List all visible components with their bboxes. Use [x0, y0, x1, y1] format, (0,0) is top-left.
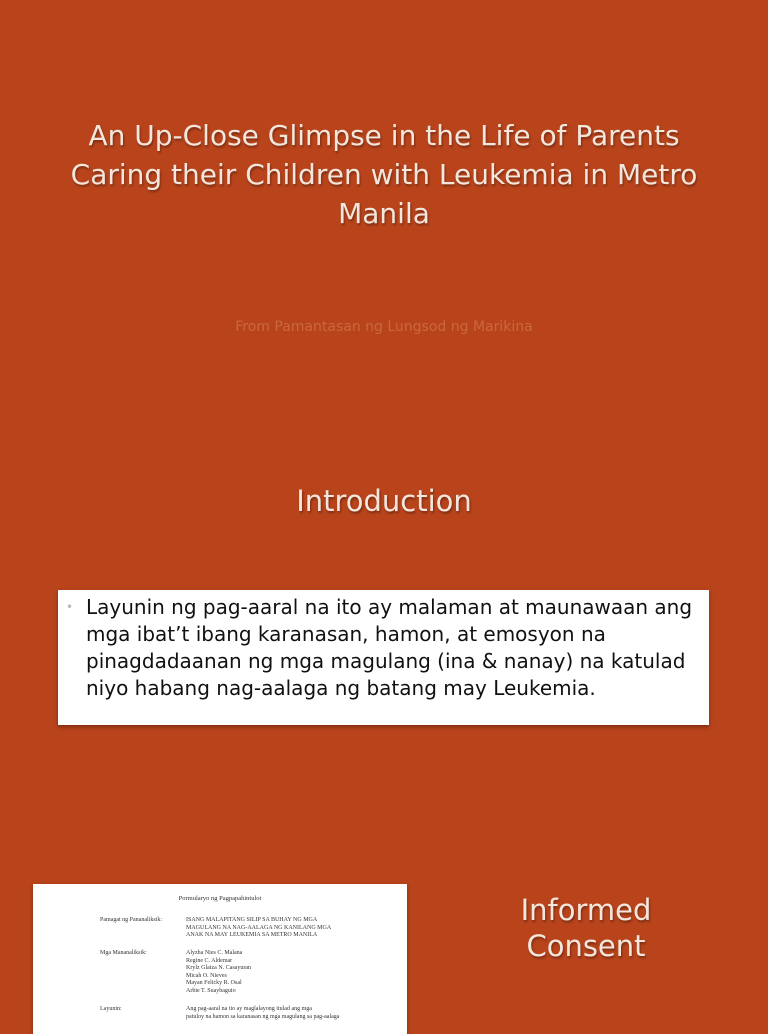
doc-line: Krylz Glaiza N. Casayuran	[186, 965, 251, 972]
intro-heading: Introduction	[296, 484, 472, 518]
doc-line: MAGULANG NA NAG-AALAGA NG KANILANG MGA	[186, 924, 332, 931]
doc-line: ANAK NA MAY LEUKEMIA SA METRO MANILA	[186, 932, 318, 939]
doc-line: Mayan Felicky R. Osal	[186, 980, 242, 987]
doc-line: Ang pag-aaral na ito ay maglalayong itulad ang mga	[186, 1006, 312, 1012]
slide-subtitle: From Pamantasan ng Lungsod ng Marikina	[235, 319, 533, 335]
doc-line: ISANG MALAPITANG SILIP SA BUHAY NG MGA	[186, 917, 318, 923]
intro-content-box	[58, 590, 709, 725]
consent-document-image	[33, 884, 407, 1034]
bullet-item	[66, 594, 699, 702]
doc-field-value	[186, 1006, 400, 1021]
doc-field-title	[100, 917, 400, 940]
bullet-text: Layunin ng pag-aaral na ito ay malaman at maunawaan ang mga ibat’t ibang karanasan, hamon, at emosyon na pinagdadaanan ng mga magulang (ina & nanay) na katulad niyo habang nag-aalaga ng batang may Leukemia.	[86, 595, 693, 700]
bullet-icon: •	[66, 600, 74, 614]
doc-field-value	[186, 917, 400, 940]
doc-field-objective	[100, 1006, 400, 1021]
doc-line: Arbie T. Suaybaguio	[186, 987, 236, 994]
doc-field-label: Layunin:	[100, 1006, 122, 1012]
doc-line: patuloy na hamon sa karanasan ng mga magulang sa pag-aalaga	[186, 1013, 340, 1020]
doc-field-value	[186, 950, 400, 996]
consent-heading: Informed Consent	[520, 893, 652, 963]
doc-title: Pormularyo ng Pagpapahintulot	[178, 895, 262, 902]
doc-field-researchers	[100, 950, 400, 996]
slide-title: An Up-Close Glimpse in the Life of Parents Caring their Children with Leukemia in Metro Manila	[70, 119, 698, 230]
doc-line: Alyzha Nies C. Malana	[186, 950, 243, 956]
doc-field-label: Mga Mananaliksik:	[100, 950, 147, 956]
doc-line: Regine C. Aldemar	[186, 957, 233, 964]
doc-line: Micah O. Nieves	[186, 972, 227, 979]
doc-field-label: Pamagat ng Pananaliksik:	[100, 917, 162, 923]
